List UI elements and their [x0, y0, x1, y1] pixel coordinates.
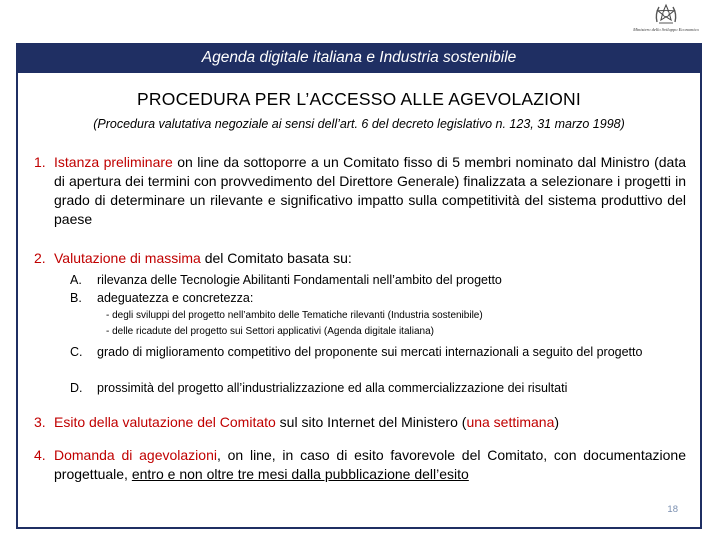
header-banner — [16, 40, 702, 73]
item-text: on line da sottoporre a un Comitato fisso di 5 membri nominato dal Ministro (data di apertura dei termini con provvedimento del Direttore Generale) finalizzata a selezionare i progetti in grado di determinare un rilevante e significativo impatto sulla competitività del sistema produttivo del paese — [54, 154, 686, 227]
sub-item-b — [70, 290, 686, 307]
page-title: PROCEDURA PER L’ACCESSO ALLE AGEVOLAZIONI — [137, 89, 581, 109]
emblem-icon — [653, 2, 679, 26]
list-item-3 — [34, 413, 686, 432]
sub-item-letter: D. — [70, 381, 83, 395]
page-subtitle: (Procedura valutativa negoziale ai sensi dell’art. 6 del decreto legislativo n. 123, 31 marzo 1998) — [93, 117, 625, 131]
ministry-caption: Ministero dello Sviluppo Economico — [633, 27, 699, 32]
item-underlined-deadline: entro e non oltre tre mesi dalla pubblicazione dell’esito — [131, 466, 469, 482]
item-highlight: Valutazione di massima — [54, 250, 201, 266]
list-item-1 — [34, 153, 686, 229]
sub-item-text: prossimità del progetto all’industrializzazione ed alla commercializzazione dei risultati — [97, 381, 568, 395]
item-number: 1. — [34, 154, 46, 170]
item-number: 4. — [34, 447, 46, 463]
item-text: del Comitato basata su: — [200, 250, 352, 266]
content-panel — [16, 73, 702, 529]
sub-item-letter: B. — [70, 291, 82, 305]
item-number: 2. — [34, 250, 46, 266]
sub-item-letter: C. — [70, 345, 83, 359]
sub-item-text: rilevanza delle Tecnologie Abilitanti Fondamentali nell’ambito del progetto — [97, 273, 502, 287]
banner-title: Agenda digitale italiana e Industria sostenibile — [201, 49, 517, 66]
item-number: 3. — [34, 414, 46, 430]
sub-sub-item: - degli sviluppi del progetto nell’ambito delle Tematiche rilevanti (Industria sostenibile) — [106, 310, 483, 321]
list-item-2 — [34, 249, 686, 268]
sub-sub-item: - delle ricadute del progetto sui Settori applicativi (Agenda digitale italiana) — [106, 326, 434, 337]
republic-emblem — [620, 2, 712, 36]
item-highlight: Esito della valutazione del Comitato — [54, 414, 276, 430]
sub-item-a — [70, 272, 686, 289]
item-text: , on line, in caso di esito favorevole del Comitato, con documentazione progettuale, — [54, 447, 686, 482]
list-item-4 — [34, 446, 686, 484]
item-highlight-duration: una settimana — [466, 414, 555, 430]
sub-item-text: grado di miglioramento competitivo del proponente sui mercati internazionali a seguito del progetto — [97, 345, 643, 359]
sub-item-text: adeguatezza e concretezza: — [97, 291, 254, 305]
sub-item-c — [70, 344, 686, 361]
item-highlight: Domanda di agevolazioni — [54, 447, 217, 463]
item-highlight: Istanza preliminare — [54, 154, 173, 170]
page-number: 18 — [667, 504, 678, 515]
sub-item-letter: A. — [70, 273, 82, 287]
sub-item-d — [70, 380, 686, 397]
item-text: sul sito Internet del Ministero ( — [275, 414, 467, 430]
item-text-end: ) — [554, 414, 560, 430]
